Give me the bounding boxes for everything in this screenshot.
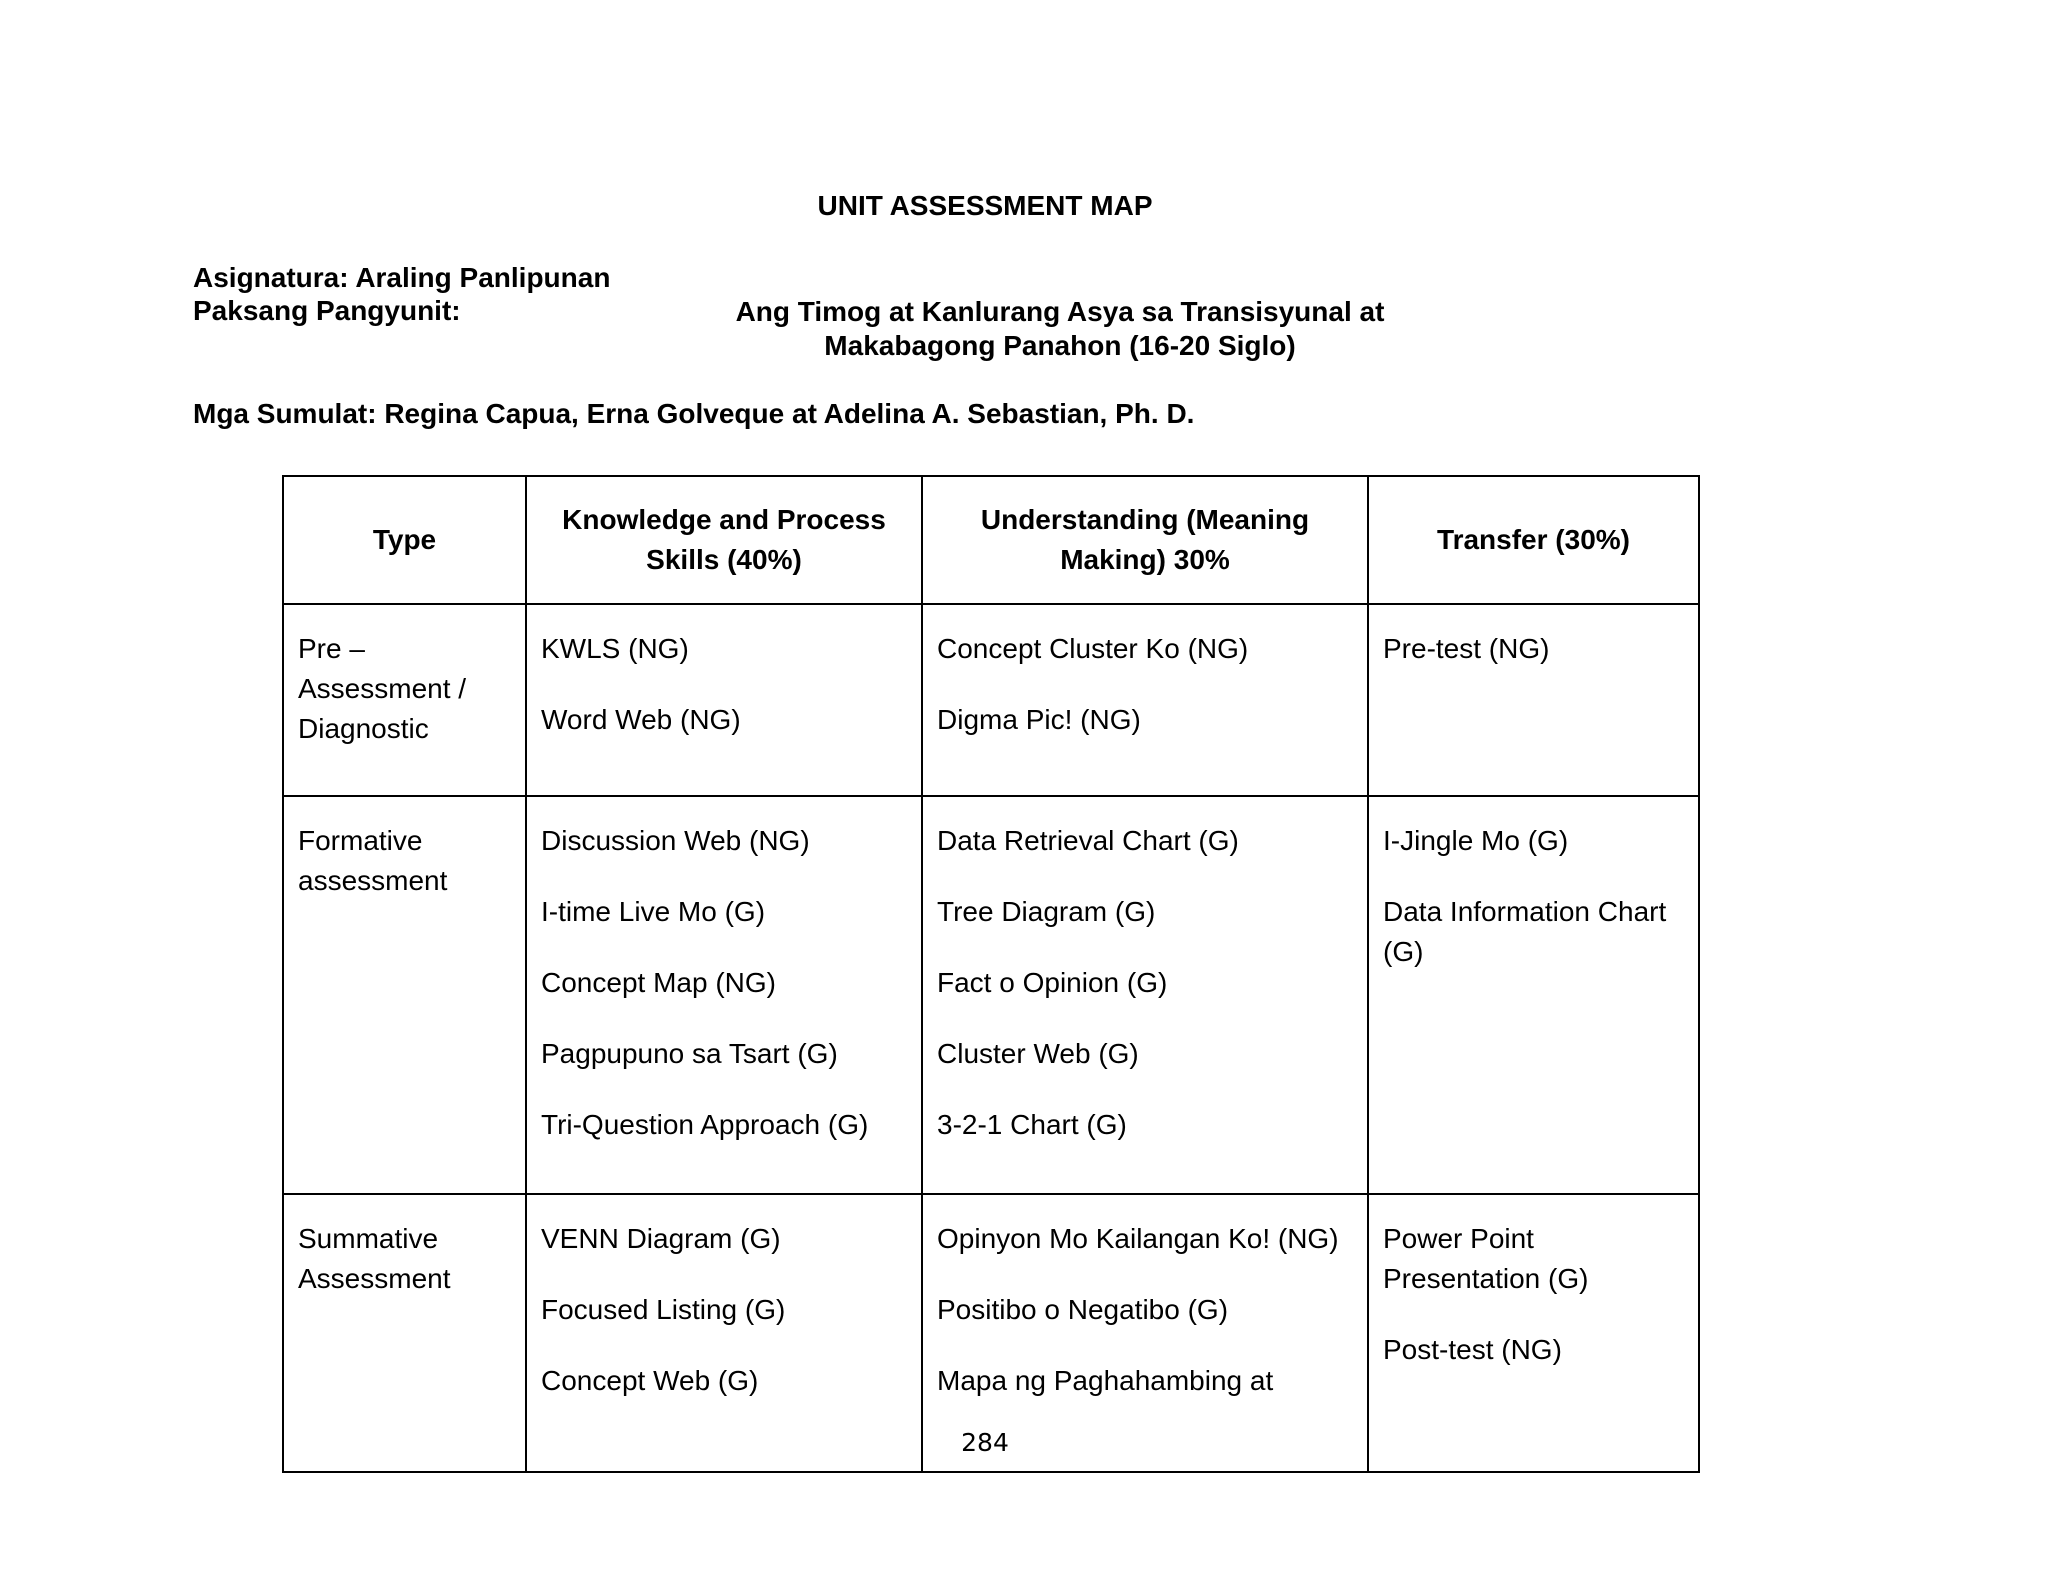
understanding-cell — [922, 604, 1368, 796]
topic-label: Paksang Pangyunit: — [193, 295, 461, 326]
list-item: Power Point Presentation (G) — [1383, 1223, 1589, 1294]
list-item: KWLS (NG) — [541, 633, 689, 664]
list-item: Concept Web (G) — [541, 1365, 759, 1396]
list-item: Tri-Question Approach (G) — [541, 1109, 869, 1140]
list-item: Data Information Chart (G) — [1383, 896, 1667, 967]
transfer-cell — [1368, 796, 1699, 1194]
list-item: VENN Diagram (G) — [541, 1223, 781, 1254]
subject-line: Asignatura: Araling Panlipunan — [193, 262, 611, 293]
header-type: Type — [283, 476, 526, 604]
list-item: Discussion Web (NG) — [541, 825, 810, 856]
list-item: Mapa ng Paghahambing at — [937, 1365, 1274, 1396]
list-item: 3-2-1 Chart (G) — [937, 1109, 1127, 1140]
list-item: Post-test (NG) — [1383, 1334, 1562, 1365]
list-item: Cluster Web (G) — [937, 1038, 1139, 1069]
list-item: Tree Diagram (G) — [937, 896, 1156, 927]
header-understanding: Understanding (Meaning Making) 30% — [922, 476, 1368, 604]
authors-line: Mga Sumulat: Regina Capua, Erna Golveque at Adelina A. Sebastian, Ph. D. — [193, 398, 1195, 429]
list-item: Fact o Opinion (G) — [937, 967, 1168, 998]
understanding-cell — [922, 796, 1368, 1194]
list-item: Opinyon Mo Kailangan Ko! (NG) — [937, 1223, 1339, 1254]
knowledge-cell — [526, 796, 922, 1194]
topic-value — [560, 295, 1560, 363]
list-item: Positibo o Negatibo (G) — [937, 1294, 1229, 1325]
knowledge-cell — [526, 604, 922, 796]
list-item: Focused Listing (G) — [541, 1294, 786, 1325]
table-row — [283, 604, 1699, 796]
list-item: Pagpupuno sa Tsart (G) — [541, 1038, 838, 1069]
document-title: UNIT ASSESSMENT MAP — [817, 190, 1153, 221]
list-item: Digma Pic! (NG) — [937, 704, 1141, 735]
page-number: 284 — [961, 1428, 1009, 1457]
topic-line-2: Makabagong Panahon (16-20 Siglo) — [824, 330, 1296, 361]
table-row — [283, 796, 1699, 1194]
header-transfer: Transfer (30%) — [1368, 476, 1699, 604]
list-item: I-time Live Mo (G) — [541, 896, 766, 927]
list-item: Data Retrieval Chart (G) — [937, 825, 1239, 856]
row-type: Pre – Assessment / Diagnostic — [283, 604, 526, 796]
list-item: Pre-test (NG) — [1383, 633, 1550, 664]
row-type: Summative Assessment — [283, 1194, 526, 1472]
table-header-row — [283, 476, 1699, 604]
list-item: Concept Cluster Ko (NG) — [937, 633, 1249, 664]
header-knowledge: Knowledge and Process Skills (40%) — [526, 476, 922, 604]
list-item: Concept Map (NG) — [541, 967, 776, 998]
row-type: Formative assessment — [283, 796, 526, 1194]
list-item: Word Web (NG) — [541, 704, 741, 735]
transfer-cell — [1368, 604, 1699, 796]
list-item: I-Jingle Mo (G) — [1383, 825, 1569, 856]
topic-line-1: Ang Timog at Kanlurang Asya sa Transisyunal at — [735, 296, 1385, 327]
assessment-map-table — [282, 475, 1700, 1473]
